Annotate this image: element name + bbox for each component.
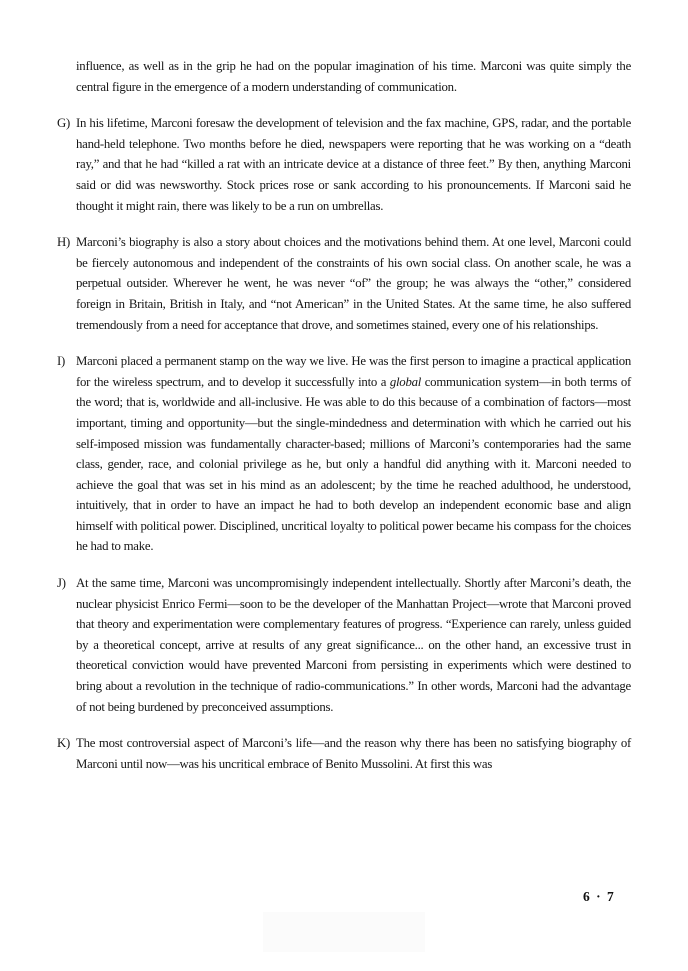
faint-watermark-box	[263, 912, 425, 952]
paragraph-g	[57, 113, 631, 216]
paragraph-continuation	[57, 56, 631, 97]
paragraph-label-g: G)	[57, 116, 71, 131]
paragraph-i	[57, 351, 631, 557]
paragraph-text: The most controversial aspect of Marconi’s life—and the reason why there has been no satisfying biography of Marconi until now—was his uncritical embrace of Benito Mussolini. At first this was	[76, 736, 631, 771]
italic-word-global: global	[389, 374, 422, 389]
paragraph-text: Marconi placed a permanent stamp on the way we live. He was the first person to imagine a practical application for the wireless spectrum, and to develop it successfully into a	[76, 354, 631, 389]
paragraph-label-h: H)	[57, 235, 71, 250]
paragraph-text: influence, as well as in the grip he had on the popular imagination of his time. Marconi was quite simply the central figure in the emergence of a modern understanding of communication.	[76, 59, 631, 94]
paragraph-text: In his lifetime, Marconi foresaw the development of television and the fax machine, GPS, radar, and the portable hand-held telephone. Two months before he died, newspapers were reporting that he was working on a “death ray,” and that he had “killed a rat with an intricate device at a distance of three feet.” By then, anything Marconi said or did was newsworthy. Stock prices rose or sank according to his pronouncements. If Marconi said he thought it might rain, there was likely to be a run on umbrellas.	[76, 116, 631, 213]
page-number: 6 · 7	[583, 889, 616, 904]
paragraph-text: At the same time, Marconi was uncompromisingly independent intellectually. Shortly after Marconi’s death, the nuclear physicist Enrico Fermi—soon to be the developer of the Manhattan Project—wrote that Marconi proved that theory and experimentation were complementary features of progress. “Experience can rarely, unless guided by a theoretical concept, arrive at results of any great significance... on the other hand, an excessive trust in theoretical conviction would have prevented Marconi from persisting in experiments which were destined to bring about a revolution in the technique of radio-communications.” In other words, Marconi had the advantage of not being burdened by preconceived assumptions.	[76, 576, 631, 714]
paragraph-label-j: J)	[57, 576, 66, 591]
paragraph-label-k: K)	[57, 736, 71, 751]
paragraph-text: Marconi’s biography is also a story about choices and the motivations behind them. At one level, Marconi could be fiercely autonomous and independent of the constraints of his own social class. On another scale, he was a perpetual outsider. Wherever he went, he was never “of” the group; he was always the “other,” considered foreign in Britain, British in Italy, and “not American” in the United States. At the same time, he also suffered tremendously from a need for acceptance that drove, and sometimes stained, every one of his relationships.	[76, 235, 631, 332]
paragraph-k	[57, 733, 631, 774]
paragraph-j	[57, 573, 631, 717]
paragraph-h	[57, 232, 631, 335]
paragraph-label-i: I)	[57, 354, 66, 369]
paragraph-text: communication system—in both terms of the word; that is, worldwide and all-inclusive. He was able to do this because of a combination of factors—most important, timing and opportunity—but the single-mindedness and determination with which he carried out his self-imposed mission was fundamentally character-based; millions of Marconi’s contemporaries had the same class, gender, race, and colonial privilege as he, but only a handful did anything with it. Marconi needed to achieve the goal that was set in his mind as an adolescent; by the time he reached adulthood, he understood, intuitively, that in order to have an impact he had to both develop an independent economic base and align himself with political power. Disciplined, uncritical loyalty to political power became his compass for the choices he had to make.	[76, 374, 631, 554]
passage-content	[57, 56, 631, 790]
